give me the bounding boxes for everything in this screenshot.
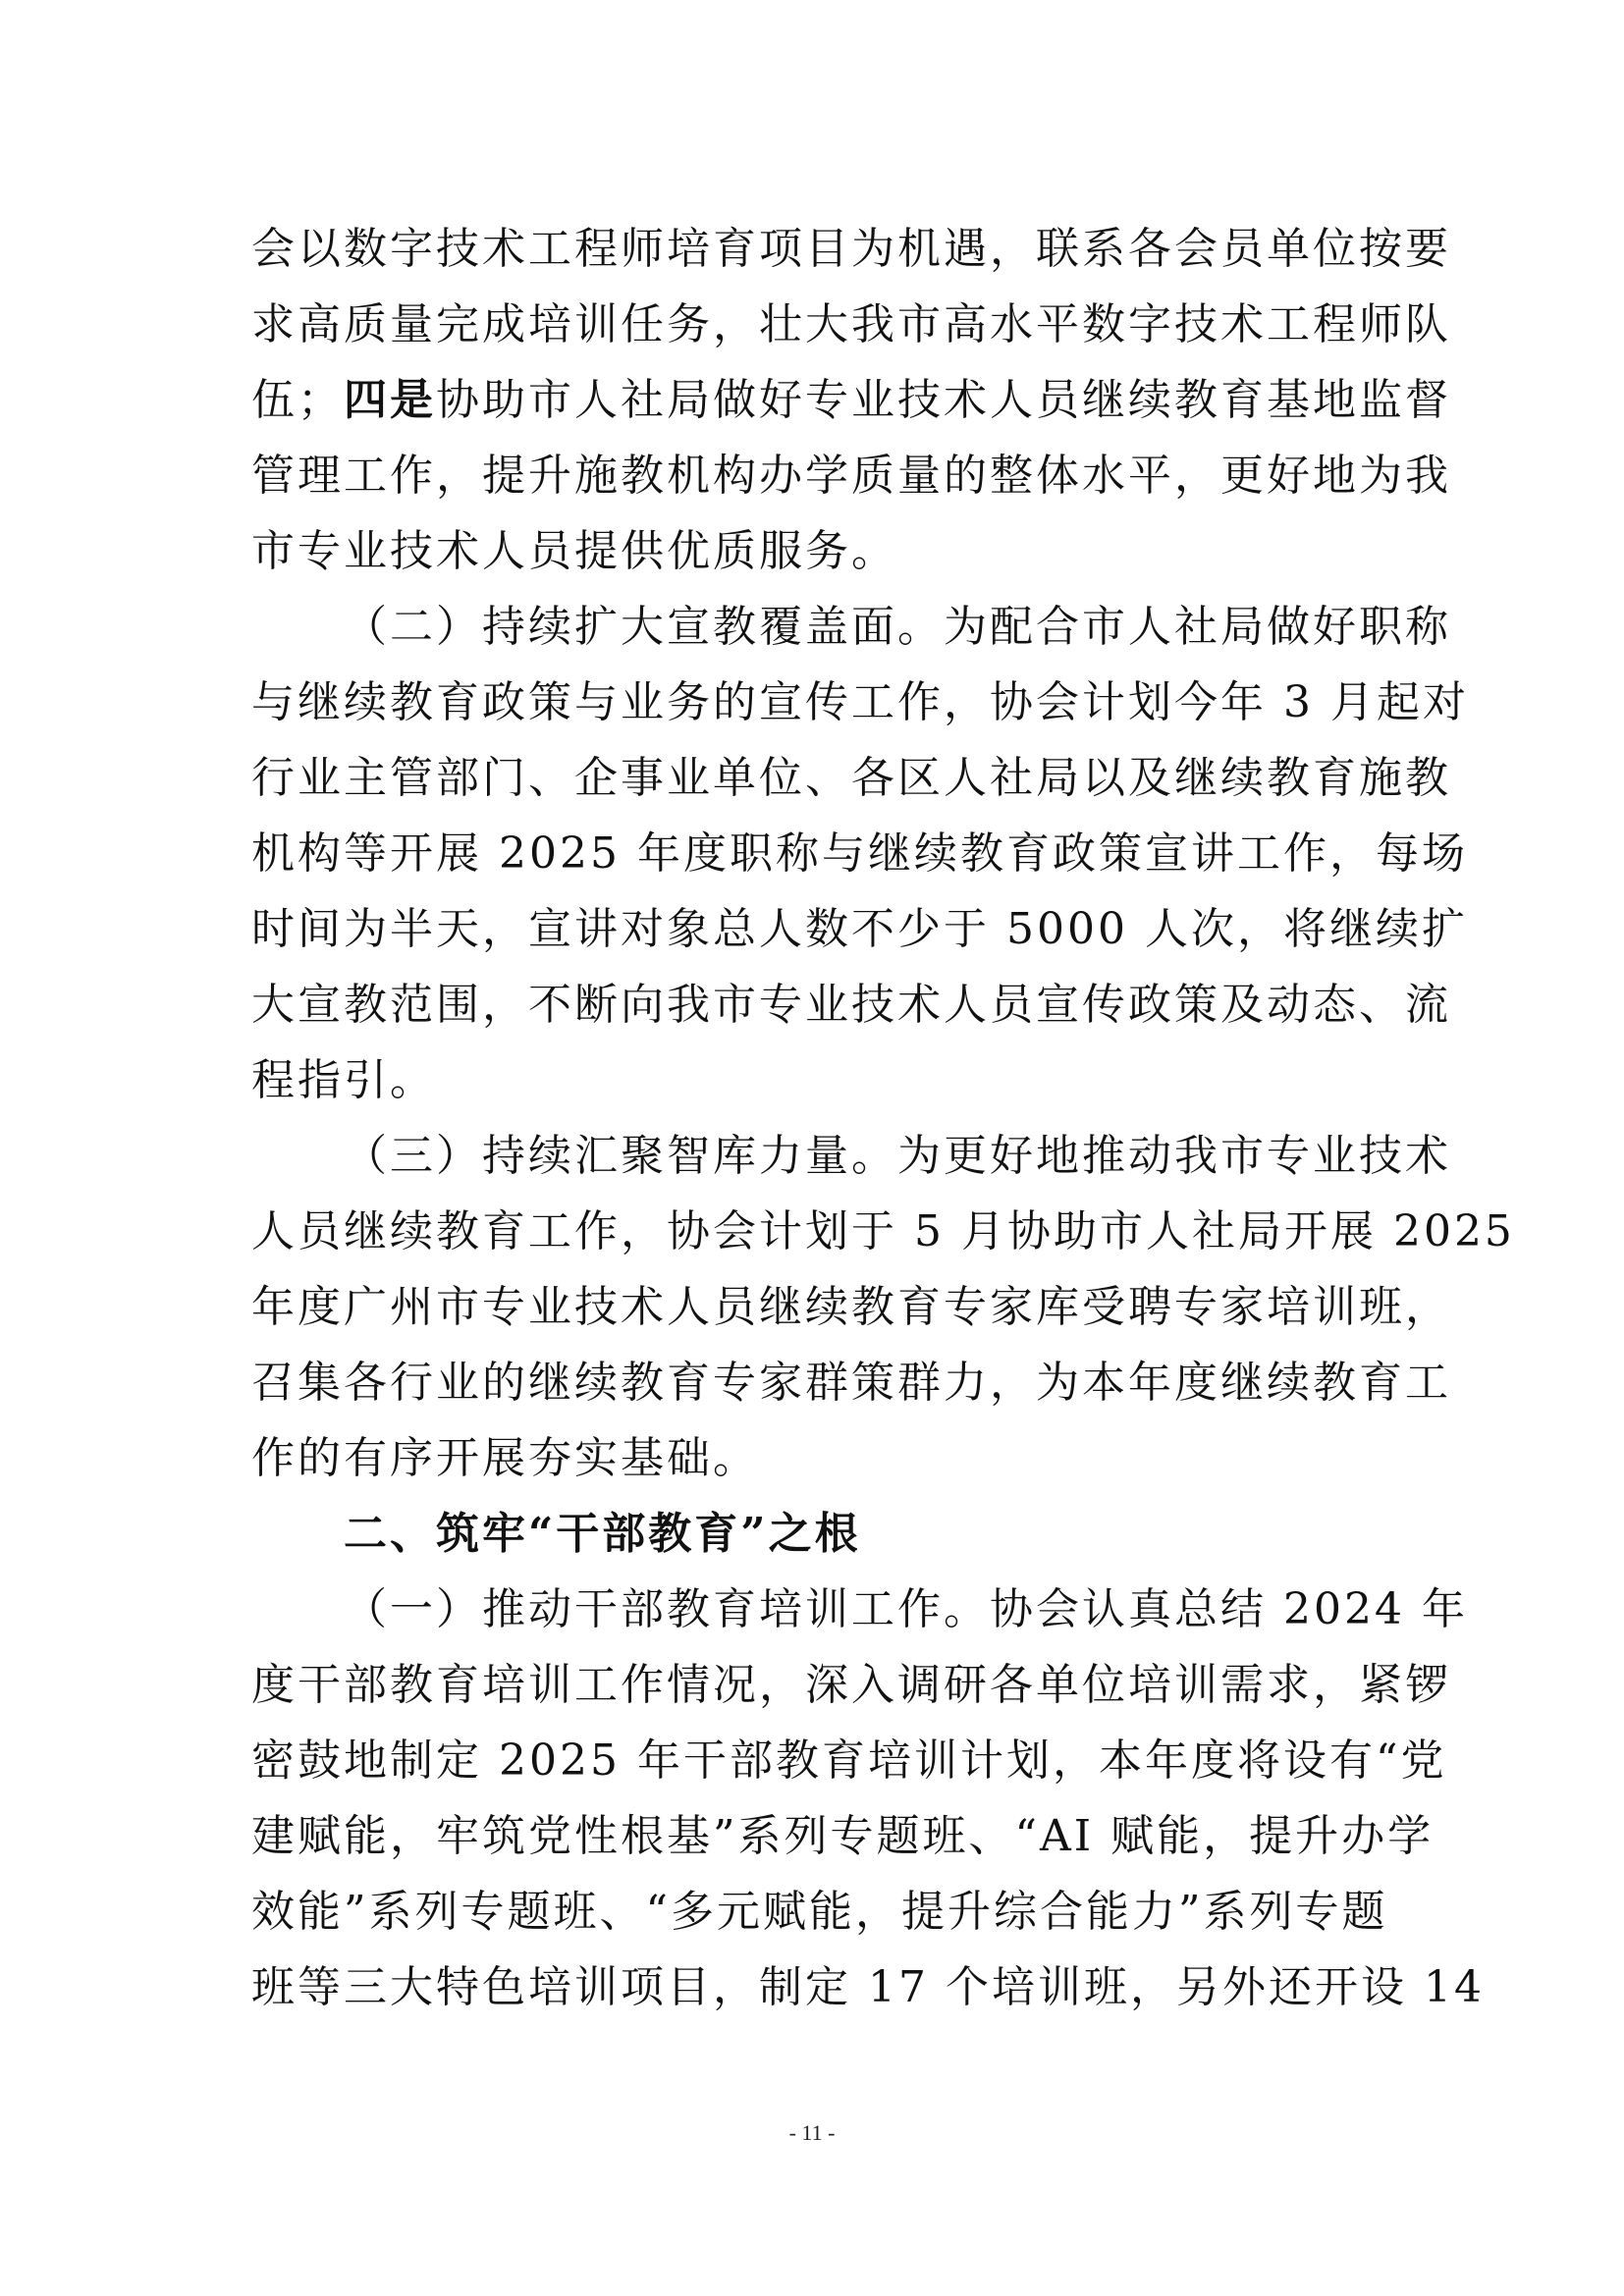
text-line: 作的有序开展夯实基础。 <box>251 1433 759 1483</box>
text-line: 会以数字技术工程师培育项目为机遇，联系各会员单位按要 <box>251 224 1451 274</box>
section-heading: 二、筑牢“干部教育”之根 <box>344 1509 861 1559</box>
text-line: 人员继续教育工作，协会计划于 5 月协助市人社局开展 2025 <box>251 1206 1515 1256</box>
text-line: 召集各行业的继续教育专家群策群力，为本年度继续教育工 <box>251 1358 1451 1408</box>
bold-lead-text: 四是 <box>344 375 436 425</box>
text-span: 协助市人社局做好专业技术人员继续教育基地监督 <box>436 375 1451 425</box>
text-line: 程指引。 <box>251 1055 436 1105</box>
text-line: 时间为半天，宣讲对象总人数不少于 5000 人次，将继续扩 <box>251 904 1468 954</box>
text-line: 年度广州市专业技术人员继续教育专家库受聘专家培训班， <box>251 1282 1451 1332</box>
text-line: 求高质量完成培训任务，壮大我市高水平数字技术工程师队 <box>251 299 1451 349</box>
text-line: 行业主管部门、企事业单位、各区人社局以及继续教育施教 <box>251 753 1451 803</box>
text-line: 与继续教育政策与业务的宣传工作，协会计划今年 3 月起对 <box>251 677 1469 727</box>
text-line <box>251 362 1451 438</box>
text-line: （二）持续扩大宣教覆盖面。为配合市人社局做好职称 <box>344 602 1451 652</box>
text-line: （三）持续汇聚智库力量。为更好地推动我市专业技术 <box>344 1131 1451 1181</box>
text-line: 大宣教范围，不断向我市专业技术人员宣传政策及动态、流 <box>251 980 1451 1030</box>
page-number: - 11 - <box>788 2120 836 2145</box>
text-line: （一）推动干部教育培训工作。协会认真总结 2024 年 <box>344 1584 1468 1634</box>
text-line: 效能”系列专题班、“多元赋能，提升综合能力”系列专题 <box>251 1887 1388 1937</box>
text-span: 伍； <box>251 375 344 425</box>
body-text <box>251 211 1515 2025</box>
text-line: 班等三大特色培训项目，制定 17 个培训班，另外还开设 14 <box>251 1962 1485 2012</box>
text-line: 度干部教育培训工作情况，深入调研各单位培训需求，紧锣 <box>251 1660 1451 1710</box>
text-line: 市专业技术人员提供优质服务。 <box>251 526 897 576</box>
text-line: 建赋能，牢筑党性根基”系列专题班、“AI 赋能，提升办学 <box>251 1811 1435 1861</box>
text-line: 密鼓地制定 2025 年干部教育培训计划，本年度将设有“党 <box>251 1735 1447 1786</box>
text-line: 管理工作，提升施教机构办学质量的整体水平，更好地为我 <box>251 451 1451 501</box>
text-line: 机构等开展 2025 年度职称与继续教育政策宣讲工作，每场 <box>251 828 1468 879</box>
